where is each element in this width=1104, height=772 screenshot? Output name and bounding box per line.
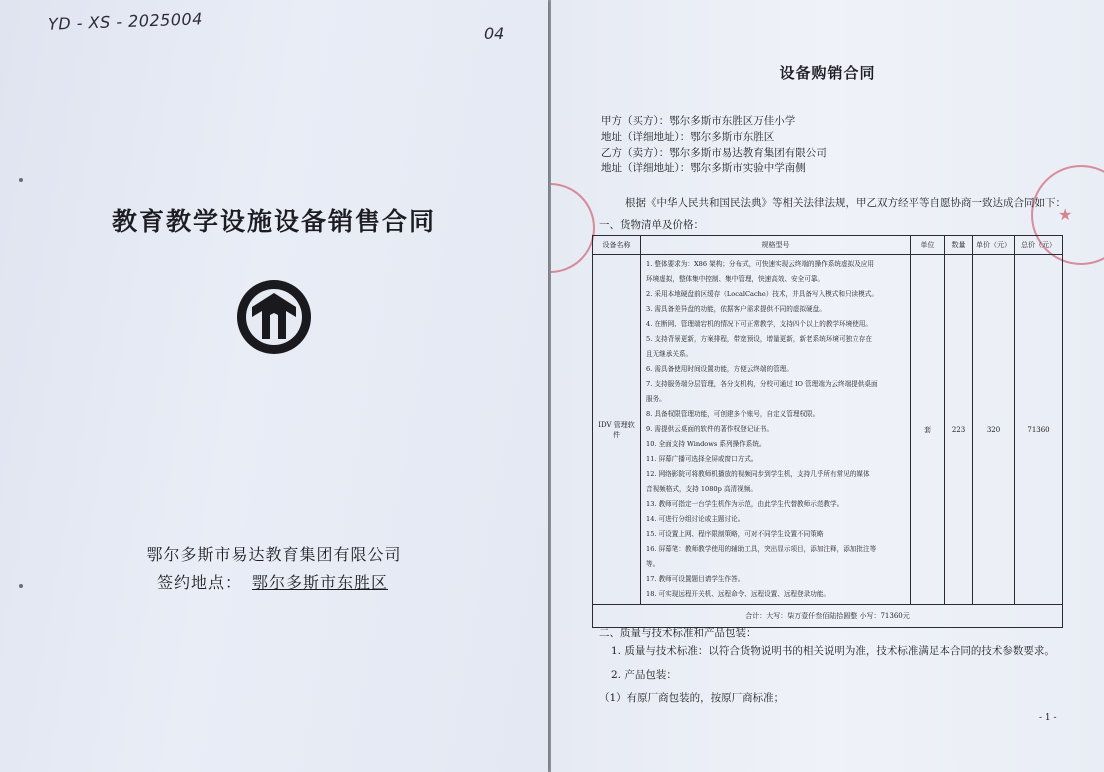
spec-list: [646, 257, 905, 602]
spec-line: 环境虚拟，整体集中控制、集中管理，快速高效、安全可靠。: [646, 275, 825, 283]
spec-line: 5. 支持背景更新，方案排程，带宽预设，增量更新，新老系统环境可独立存在: [646, 335, 872, 343]
spec-line: 9. 需提供云桌面的软件的著作权登记证书。: [646, 425, 774, 433]
quality-standard: 1. 质量与技术标准：以符合货物说明书的相关说明为准，技术标准满足本合同的技术参数要求。: [611, 645, 1055, 657]
item-unit: 套: [911, 255, 945, 605]
party-a: 甲方（买方）：鄂尔多斯市东胜区万佳小学: [601, 115, 796, 127]
spec-line: 等。: [646, 560, 660, 568]
intro-paragraph: 根据《中华人民共和国民法典》等相关法律法规，甲乙双方经平等自愿协商一致达成合同如下：: [625, 197, 1066, 209]
item-qty: 223: [945, 255, 973, 605]
spec-line: 12. 网络影院可将教师机播放的视频同步到学生机，支持几乎所有常见的媒体: [646, 470, 870, 478]
spec-line: 7. 支持服务端分层管理，各分支机构，分校可通过 IO 管理端为云终端提供桌面: [646, 380, 878, 388]
spec-line: 10. 全面支持 Windows 系列操作系统。: [646, 440, 766, 448]
spec-line: 17. 教师可设置题目请学生作答。: [646, 575, 745, 583]
packing-item-1: （1）有原厂商包装的，按原厂商标准；: [599, 692, 785, 704]
contract-page: [551, 0, 1104, 772]
spec-line: 4. 在断网、管理端宕机的情况下可正常教学，支持四个以上的教学环境使用。: [646, 320, 872, 328]
spec-line: 音视频格式，支持 1080p 高清视频。: [646, 485, 757, 493]
signing-place-label: 签约地点：: [157, 573, 243, 592]
spec-line: 8. 具备权限管理功能，可创建多个账号，自定义管理权限。: [646, 410, 820, 418]
signing-place-value: 鄂尔多斯市东胜区: [252, 573, 389, 592]
seal-star-icon: ★: [1058, 205, 1073, 224]
section-1-heading: 一、货物清单及价格：: [599, 219, 704, 231]
item-total: 71360: [1015, 255, 1063, 605]
table-row: [593, 255, 1063, 605]
party-b-address: 地址（详细地址）：鄂尔多斯市实验中学南侧: [601, 162, 806, 174]
spec-line: 3. 需具备差异盘的功能，依据客户需求提供不同的虚拟硬盘。: [646, 305, 826, 313]
spec-line: 13. 教师可指定一台学生机作为示范，由此学生代替教师示范教学。: [646, 500, 844, 508]
binding-hole: [19, 584, 23, 588]
spec-line: 服务。: [646, 395, 666, 403]
spec-line: 14. 可进行分组讨论或主题讨论。: [646, 515, 745, 523]
section-2-heading: 二、质量与技术标准和产品包装：: [599, 627, 757, 639]
col-header-name: 设备名称: [593, 236, 641, 255]
red-seal-stamp-icon: [551, 183, 595, 273]
col-header-price: 单价（元）: [973, 236, 1015, 255]
col-header-total: 总价（元）: [1015, 236, 1063, 255]
handwritten-reference: YD - XS - 2025004: [47, 9, 204, 34]
spec-line: 6. 需具备使用时间设置功能，方便云终端的管理。: [646, 365, 793, 373]
spec-line: 2. 采用本地硬盘前区缓存（LocalCache）技术，并具备写入模式和只读模式。: [646, 290, 878, 298]
cover-company: 鄂尔多斯市易达教育集团有限公司: [146, 545, 402, 564]
spec-line: 18. 可实现远程开关机、远程命令、远程设置、远程登录功能。: [646, 590, 831, 598]
party-a-address: 地址（详细地址）：鄂尔多斯市东胜区: [601, 131, 775, 143]
handwritten-page-number: 04: [484, 24, 505, 43]
packing-heading: 2. 产品包装：: [611, 669, 677, 681]
cover-signing-place: [157, 570, 388, 593]
spec-line: 11. 屏幕广播可选择全屏或窗口方式。: [646, 455, 758, 463]
item-price: 320: [973, 255, 1015, 605]
page-footer-number: - 1 -: [1039, 713, 1057, 723]
col-header-unit: 单位: [911, 236, 945, 255]
spec-line: 且无继承关系。: [646, 350, 693, 358]
binding-hole: [19, 178, 23, 182]
emblem-logo-icon: [234, 277, 314, 357]
table-header-row: [593, 236, 1063, 255]
total-amount: 合计：大写：柒万壹仟叁佰陆拾圆整 小写：71360元: [593, 605, 1063, 628]
cover-title: 教育教学设施设备销售合同: [111, 207, 436, 236]
spec-line: 1. 整体要求为：X86 架构；分布式，可快速实现云终端的操作系统虚拟及应用: [646, 260, 874, 268]
spec-line: 16. 屏幕笔：教师教学使用的辅助工具，突出显示项目，添加注释，添加批注等: [646, 545, 877, 553]
contract-title: 设备购销合同: [779, 64, 876, 82]
col-header-spec: 规格型号: [641, 236, 911, 255]
item-name: IDV 管理软件: [593, 255, 641, 605]
goods-table: [592, 235, 1063, 628]
col-header-qty: 数量: [945, 236, 973, 255]
item-spec: [641, 255, 911, 605]
cover-page: [0, 0, 548, 772]
spec-line: 15. 可设置上网、程序限制策略，可对不同学生设置不同策略: [646, 530, 824, 538]
party-b: 乙方（卖方）：鄂尔多斯市易达教育集团有限公司: [601, 147, 827, 159]
